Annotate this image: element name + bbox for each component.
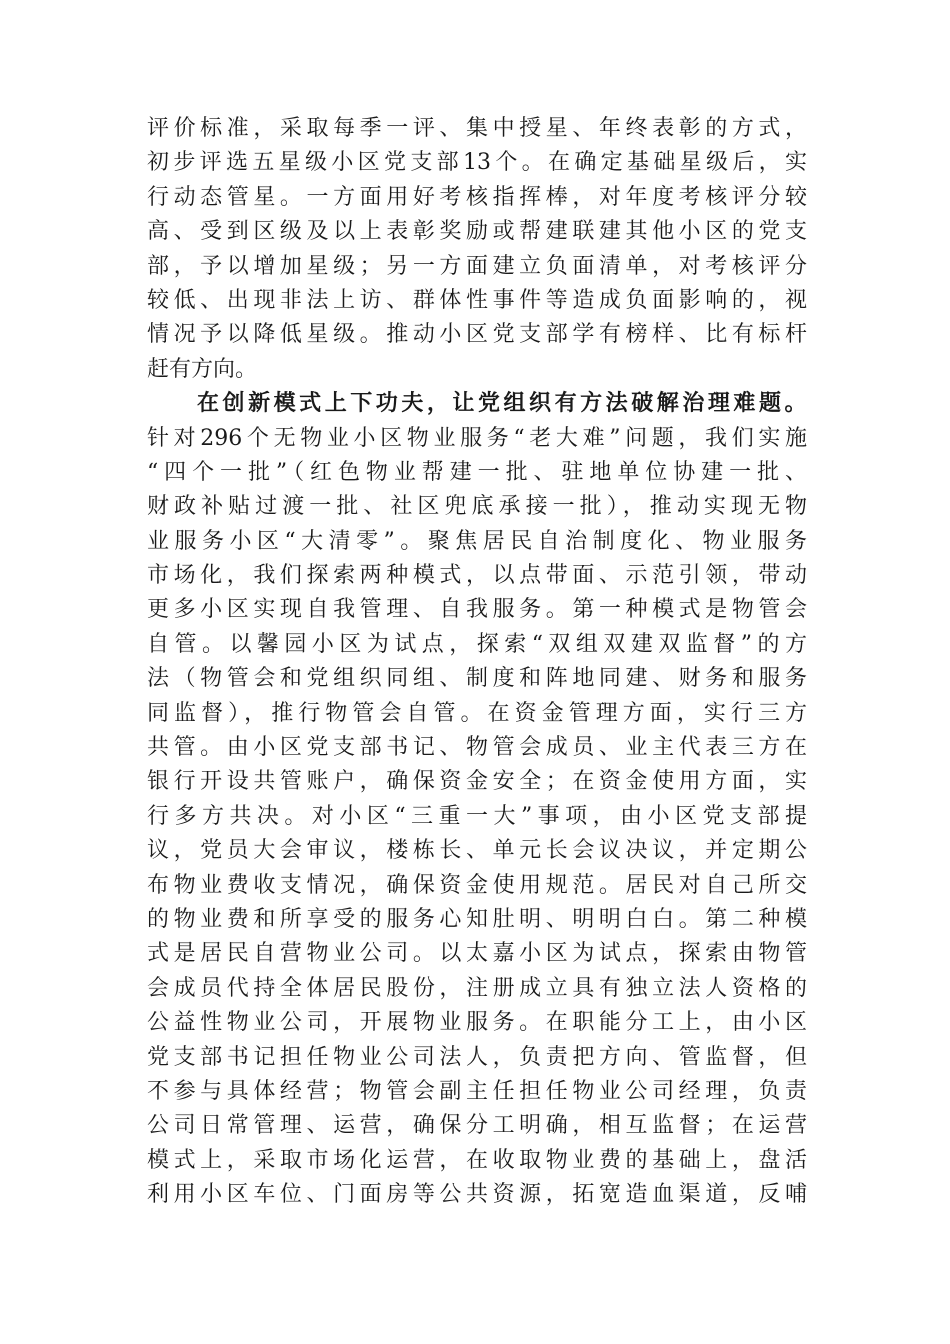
text-line: 自管。以馨园小区为试点，探索“双组双建双监督”的方 bbox=[147, 631, 807, 657]
text-line: 更多小区实现自我管理、自我服务。第一种模式是物管会 bbox=[147, 597, 807, 623]
text-line: 公司日常管理、运营，确保分工明确，相互监督；在运营 bbox=[147, 1113, 807, 1139]
text-line: 式是居民自营物业公司。以太嘉小区为试点，探索由物管 bbox=[147, 941, 807, 967]
text-line: 初步评选五星级小区党支部13个。在确定基础星级后，实 bbox=[147, 150, 807, 176]
text-line: 市场化，我们探索两种模式，以点带面、示范引领，带动 bbox=[147, 563, 807, 589]
text-line: 议，党员大会审议，楼栋长、单元长会议决议，并定期公 bbox=[147, 838, 807, 864]
text-line: 共管。由小区党支部书记、物管会成员、业主代表三方在 bbox=[147, 735, 807, 761]
text-line: 的物业费和所享受的服务心知肚明、明明白白。第二种模 bbox=[147, 906, 807, 932]
text-line: 评价标准，采取每季一评、集中授星、年终表彰的方式， bbox=[147, 116, 807, 141]
text-line: 会成员代持全体居民股份，注册成立具有独立法人资格的 bbox=[147, 975, 807, 1001]
text-line: 公益性物业公司，开展物业服务。在职能分工上，由小区 bbox=[147, 1010, 807, 1036]
paragraph-innovation-mode bbox=[147, 387, 807, 1212]
text-line: 部，予以增加星级；另一方面建立负面清单，对考核评分 bbox=[147, 253, 807, 279]
text-line: 银行开设共管账户，确保资金安全；在资金使用方面，实 bbox=[147, 769, 807, 795]
text-line: 行动态管星。一方面用好考核指挥棒，对年度考核评分较 bbox=[147, 184, 807, 210]
text-line: 法（物管会和党组织同组、制度和阵地同建、财务和服务 bbox=[147, 666, 807, 692]
text-line: 党支部书记担任物业公司法人，负责把方向、管监督，但 bbox=[147, 1044, 807, 1070]
document-body bbox=[147, 112, 807, 1213]
text-line: 高、受到区级及以上表彰奖励或帮建联建其他小区的党支 bbox=[147, 219, 807, 245]
text-line: 布物业费收支情况，确保资金使用规范。居民对自己所交 bbox=[147, 872, 807, 898]
text-line: 同监督），推行物管会自管。在资金管理方面，实行三方 bbox=[147, 700, 807, 726]
text-line: 针对296个无物业小区物业服务“老大难”问题，我们实施 bbox=[147, 425, 807, 451]
text-line: 利用小区车位、门面房等公共资源，拓宽造血渠道，反哺 bbox=[147, 1182, 807, 1208]
text-line: 业服务小区“大清零”。聚焦居民自治制度化、物业服务 bbox=[147, 528, 807, 554]
text-line: 行多方共决。对小区“三重一大”事项，由小区党支部提 bbox=[147, 803, 807, 829]
text-line: “四个一批”（红色物业帮建一批、驻地单位协建一批、 bbox=[147, 459, 807, 485]
text-line: 情况予以降低星级。推动小区党支部学有榜样、比有标杆 bbox=[147, 322, 807, 348]
text-line: 模式上，采取市场化运营，在收取物业费的基础上，盘活 bbox=[147, 1147, 807, 1173]
text-line: 较低、出现非法上访、群体性事件等造成负面影响的，视 bbox=[147, 287, 807, 313]
text-line: 财政补贴过渡一批、社区兜底承接一批），推动实现无物 bbox=[147, 494, 807, 520]
section-heading: 在创新模式上下功夫，让党组织有方法破解治理难题。 bbox=[197, 391, 807, 417]
text-line: 不参与具体经营；物管会副主任担任物业公司经理，负责 bbox=[147, 1078, 807, 1104]
paragraph-star-rating bbox=[147, 112, 807, 387]
text-line: 赶有方向。 bbox=[147, 356, 258, 382]
